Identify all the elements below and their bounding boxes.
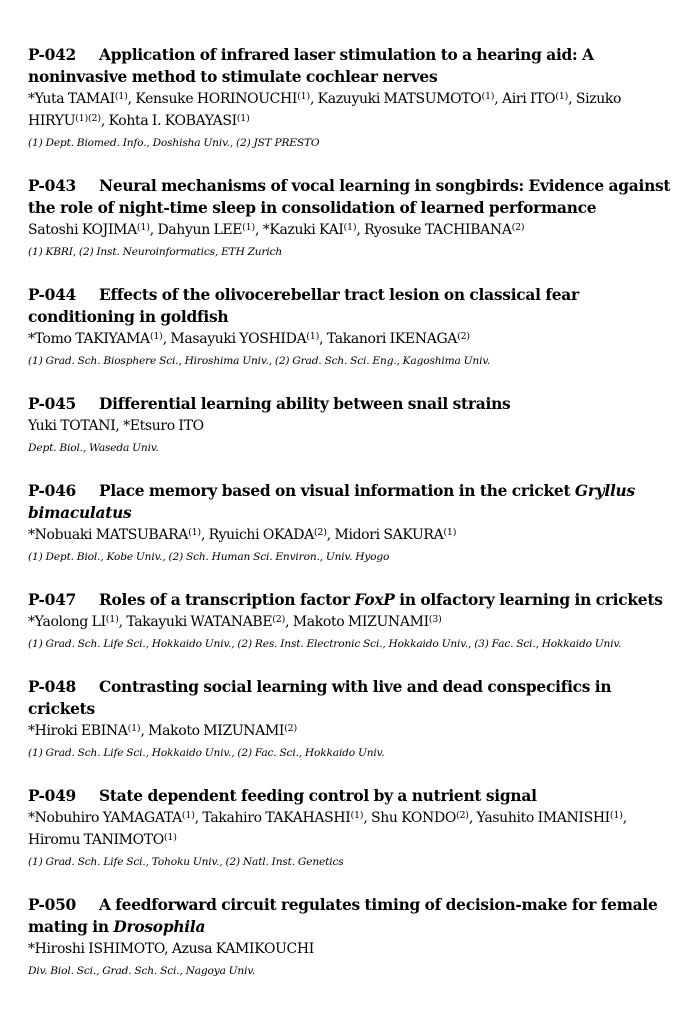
author-affiliation-mark: (1) xyxy=(127,723,141,734)
author-name: *Tomo TAKIYAMA xyxy=(28,331,150,347)
author-affiliation-mark: (2) xyxy=(455,810,469,821)
title-segment: Differential learning ability between snail strains xyxy=(99,395,511,413)
author-list: Yuki TOTANI, *Etsuro ITO xyxy=(28,418,204,434)
author-name: Satoshi KOJIMA xyxy=(28,222,137,238)
author-affiliation-mark: (3) xyxy=(428,614,442,625)
author-name: Takayuki WATANABE xyxy=(126,614,273,630)
poster-title xyxy=(28,894,675,938)
author-name: Yuki TOTANI xyxy=(28,418,116,434)
author-affiliation-mark: (1)(2) xyxy=(75,113,101,124)
affiliation-line: Dept. Biol., Waseda Univ. xyxy=(28,442,159,454)
poster-title-text xyxy=(28,46,594,86)
author-name: Takanori IKENAGA xyxy=(326,331,458,347)
poster-id: P-050 xyxy=(28,896,76,914)
poster-entry xyxy=(28,393,675,459)
poster-entry xyxy=(28,44,675,154)
author-name: Ryuichi OKADA xyxy=(208,527,314,543)
poster-entry xyxy=(28,480,675,568)
poster-entry xyxy=(28,894,675,982)
poster-title xyxy=(28,676,675,720)
title-segment: State dependent feeding control by a nutrient signal xyxy=(99,787,537,805)
author-affiliation-mark: (1) xyxy=(105,614,119,625)
affiliation-line: (1) KBRI, (2) Inst. Neuroinformatics, ETH Zurich xyxy=(28,246,283,258)
poster-id: P-045 xyxy=(28,395,76,413)
poster-title xyxy=(28,44,675,88)
poster-title-text xyxy=(28,286,579,326)
author-affiliation-mark: (1) xyxy=(181,810,195,821)
author-name: Masayuki YOSHIDA xyxy=(170,331,307,347)
author-name: *Hiroki EBINA xyxy=(28,723,128,739)
affiliation-line: (1) Grad. Sch. Life Sci., Tohoku Univ., (2) Natl. Inst. Genetics xyxy=(28,856,344,868)
author-affiliation-mark: (2) xyxy=(272,614,286,625)
author-affiliation-mark: (2) xyxy=(457,331,470,342)
author-affiliation-mark: (2) xyxy=(284,723,297,734)
author-affiliation-mark: (1) xyxy=(188,527,201,538)
author-affiliation-mark: (1) xyxy=(149,331,163,342)
author-affiliation-mark: (2) xyxy=(511,222,525,233)
affiliation-line: (1) Grad. Sch. Biosphere Sci., Hiroshima Univ., (2) Grad. Sch. Sci. Eng., Kagoshima Univ. xyxy=(28,355,491,367)
author-affiliation-mark: (1) xyxy=(350,810,364,821)
author-name: Shu KONDO xyxy=(371,810,456,826)
affiliation-line: (1) Grad. Sch. Life Sci., Hokkaido Univ., (2) Res. Inst. Electronic Sci., Hokkaido Univ., (3) Fac. Sci., Hokkaido Univ. xyxy=(28,638,622,650)
title-segment: Roles of a transcription factor xyxy=(99,591,355,609)
poster-id: P-049 xyxy=(28,787,76,805)
author-name: *Etsuro ITO xyxy=(123,418,204,434)
species-name: Gryllus bimaculatus xyxy=(28,482,635,522)
author-name: Kensuke HORINOUCHI xyxy=(135,91,298,107)
poster-title-text xyxy=(28,482,635,522)
poster-entry xyxy=(28,175,675,263)
author-affiliation-mark: (1) xyxy=(343,222,357,233)
poster-title-text xyxy=(28,678,611,718)
author-name: Dahyun LEE xyxy=(157,222,243,238)
author-affiliation-mark: (1) xyxy=(136,222,150,233)
poster-title xyxy=(28,284,675,328)
author-affiliation-mark: (1) xyxy=(609,810,623,821)
poster-title xyxy=(28,589,675,611)
title-segment: Contrasting social learning with live and dead conspecifics in crickets xyxy=(28,678,612,718)
author-name: *Hiroshi ISHIMOTO xyxy=(28,941,165,957)
poster-entry xyxy=(28,676,675,764)
poster-title-text xyxy=(28,896,658,936)
author-list: *Nobuaki MATSUBARA$^{(1)}$, Ryuichi OKADA$^{(2)}$, Midori SAKURA$^{(1)}$ xyxy=(28,527,457,543)
author-name: Midori SAKURA xyxy=(334,527,444,543)
title-segment: A feedforward circuit regulates timing of decision-make for female mating in xyxy=(28,896,658,936)
poster-id: P-044 xyxy=(28,286,76,304)
author-name: Kohta I. KOBAYASI xyxy=(108,113,237,129)
poster-title xyxy=(28,480,675,524)
poster-entry xyxy=(28,589,675,655)
poster-id: P-046 xyxy=(28,482,76,500)
author-name: *Kazuki KAI xyxy=(262,222,344,238)
title-segment: Neural mechanisms of vocal learning in songbirds: Evidence against the role of night-time sleep in consolidation of learned performance xyxy=(28,177,671,217)
species-name: FoxP xyxy=(354,591,395,609)
author-affiliation-mark: (1) xyxy=(555,91,569,102)
author-name: Sizuko HIRYU xyxy=(28,91,622,129)
author-name: Airi ITO xyxy=(502,91,556,107)
affiliation-line: (1) Grad. Sch. Life Sci., Hokkaido Univ., (2) Fac. Sci., Hokkaido Univ. xyxy=(28,747,385,759)
poster-id: P-043 xyxy=(28,177,76,195)
poster-title-text xyxy=(99,591,663,609)
author-affiliation-mark: (1) xyxy=(443,527,457,538)
affiliation-line: Div. Biol. Sci., Grad. Sch. Sci., Nagoya Univ. xyxy=(28,965,256,977)
poster-id: P-042 xyxy=(28,46,76,64)
author-name: Takahiro TAKAHASHI xyxy=(202,810,351,826)
poster-title-text xyxy=(99,395,510,413)
poster-title-text xyxy=(28,177,670,217)
author-name: Yasuhito IMANISHI xyxy=(476,810,610,826)
author-name: Ryosuke TACHIBANA xyxy=(364,222,512,238)
author-affiliation-mark: (1) xyxy=(306,331,320,342)
author-list: *Tomo TAKIYAMA$^{(1)}$, Masayuki YOSHIDA$^{(1)}$, Takanori IKENAGA$^{(2)}$ xyxy=(28,331,470,347)
title-segment: Effects of the olivocerebellar tract lesion on classical fear conditioning in goldfish xyxy=(28,286,579,326)
author-name: Makoto MIZUNAMI xyxy=(292,614,429,630)
poster-title xyxy=(28,175,675,219)
poster-title xyxy=(28,393,675,415)
poster-id: P-048 xyxy=(28,678,76,696)
author-affiliation-mark: (1) xyxy=(297,91,310,102)
author-name: *Nobuaki MATSUBARA xyxy=(28,527,189,543)
affiliation-line: (1) Dept. Biomed. Info., Doshisha Univ., (2) JST PRESTO xyxy=(28,137,320,149)
author-name: Azusa KAMIKOUCHI xyxy=(171,941,314,957)
poster-entry xyxy=(28,785,675,873)
poster-title-text xyxy=(99,787,537,805)
author-affiliation-mark: (1) xyxy=(236,113,250,124)
author-name: *Yaolong LI xyxy=(28,614,106,630)
author-affiliation-mark: (2) xyxy=(313,527,327,538)
author-name: Kazuyuki MATSUMOTO xyxy=(317,91,482,107)
title-segment: Application of infrared laser stimulation to a hearing aid: A noninvasive method to stimulate cochlear nerves xyxy=(28,46,594,86)
title-segment: Place memory based on visual information in the cricket xyxy=(99,482,575,500)
species-name: Drosophila xyxy=(113,918,206,936)
author-name: Hiromu TANIMOTO xyxy=(28,832,164,848)
title-segment: in olfactory learning in crickets xyxy=(394,591,663,609)
poster-id: P-047 xyxy=(28,591,76,609)
author-list: *Hiroki EBINA$^{(1)}$, Makoto MIZUNAMI$^{(2)}$ xyxy=(28,723,297,739)
author-affiliation-mark: (1) xyxy=(481,91,495,102)
author-affiliation-mark: (1) xyxy=(242,222,256,233)
author-list: Satoshi KOJIMA$^{(1)}$, Dahyun LEE$^{(1)}$, *Kazuki KAI$^{(1)}$, Ryosuke TACHIBANA$^{(2)}$ xyxy=(28,222,525,238)
author-name: *Yuta TAMAI xyxy=(28,91,115,107)
author-list: *Hiroshi ISHIMOTO, Azusa KAMIKOUCHI xyxy=(28,941,314,957)
author-name: *Nobuhiro YAMAGATA xyxy=(28,810,182,826)
poster-entry xyxy=(28,284,675,372)
author-affiliation-mark: (1) xyxy=(163,832,177,843)
author-list: *Yuta TAMAI$^{(1)}$, Kensuke HORINOUCHI$^{(1)}$, Kazuyuki MATSUMOTO$^{(1)}$, Airi ITO$^{(1)}$, Sizuko $HIRYU^{(1)(2)}$, Kohta I. KOBAYASI$^{(1)}$ xyxy=(28,91,622,129)
author-list: *Nobuhiro YAMAGATA$^{(1)}$, Takahiro TAKAHASHI$^{(1)}$, Shu KONDO$^{(2)}$, Yasuhito IMANISHI$^{(1)}$, Hiromu TANIMOTO$^{(1)}$ xyxy=(28,810,627,848)
author-list: *Yaolong LI$^{(1)}$, Takayuki WATANABE$^{(2)}$, Makoto MIZUNAMI$^{(3)}$ xyxy=(28,614,442,630)
author-affiliation-mark: (1) xyxy=(114,91,128,102)
poster-title xyxy=(28,785,675,807)
affiliation-line: (1) Dept. Biol., Kobe Univ., (2) Sch. Human Sci. Environ., Univ. Hyogo xyxy=(28,551,390,563)
author-name: Makoto MIZUNAMI xyxy=(148,723,285,739)
